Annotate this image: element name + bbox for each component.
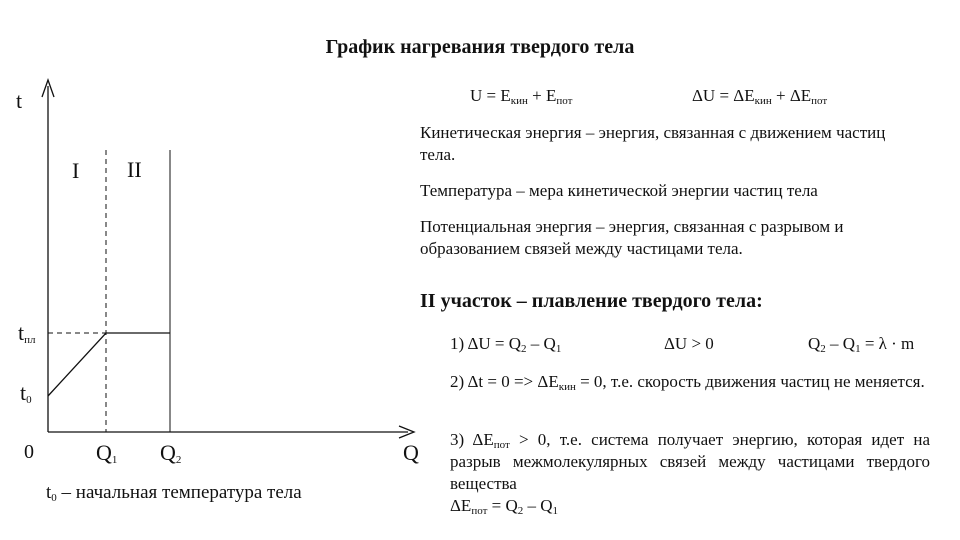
tick-q2: $Q_2$ (160, 440, 182, 466)
footnote: $t_0$ – начальная температура тела (46, 482, 302, 504)
point-2: 2) $\Delta t = 0 => \Delta E_{кин} = 0$, т.е. скорость движения частиц не меняется. (450, 372, 925, 393)
section-heading: II участок – плавление твердого тела: (420, 290, 763, 312)
tick-q1: $Q_1$ (96, 440, 118, 466)
definition-temperature: Температура – мера кинетической энергии частиц тела (420, 181, 818, 200)
tick-melting-temp: $t_{пл}$ (18, 320, 36, 346)
point-1-positive: ΔU > 0 (664, 334, 714, 353)
region-i-label: I (72, 158, 80, 183)
tick-initial-temp: $t_0$ (20, 380, 32, 406)
definition-kinetic-energy: Кинетическая энергия – энергия, связанная с движением частиц тела. (420, 123, 886, 164)
y-axis-label: t (16, 88, 23, 113)
heating-curve (48, 333, 170, 396)
energy-formula: $U = E_{кин} + E_{пот}$ (470, 86, 573, 107)
region-ii-label: II (127, 157, 142, 182)
point-1-latent-heat: $Q_2 - Q_1 = \lambda \cdot m$ (808, 334, 915, 355)
point-3: 3) $\Delta E_{пот} > 0$, т.е. система получает энергию, которая идет на разрыв межмолекулярных связей между частицами твердого вещества $\Delta E_{пот} = Q_2 - Q_1$ (450, 430, 930, 517)
definition-potential-energy: Потенциальная энергия – энергия, связанная с разрывом и образованием связей между частицами тела. (420, 217, 844, 258)
delta-energy-formula: $\Delta U = \Delta E_{кин} + \Delta E_{пот}$ (692, 86, 828, 107)
point-1-formula: 1) $\Delta U = Q_2 - Q_1$ (450, 334, 562, 355)
x-axis-label: Q (403, 440, 419, 465)
origin-label: 0 (24, 441, 34, 463)
page-title: График нагревания твердого тела (325, 36, 635, 58)
